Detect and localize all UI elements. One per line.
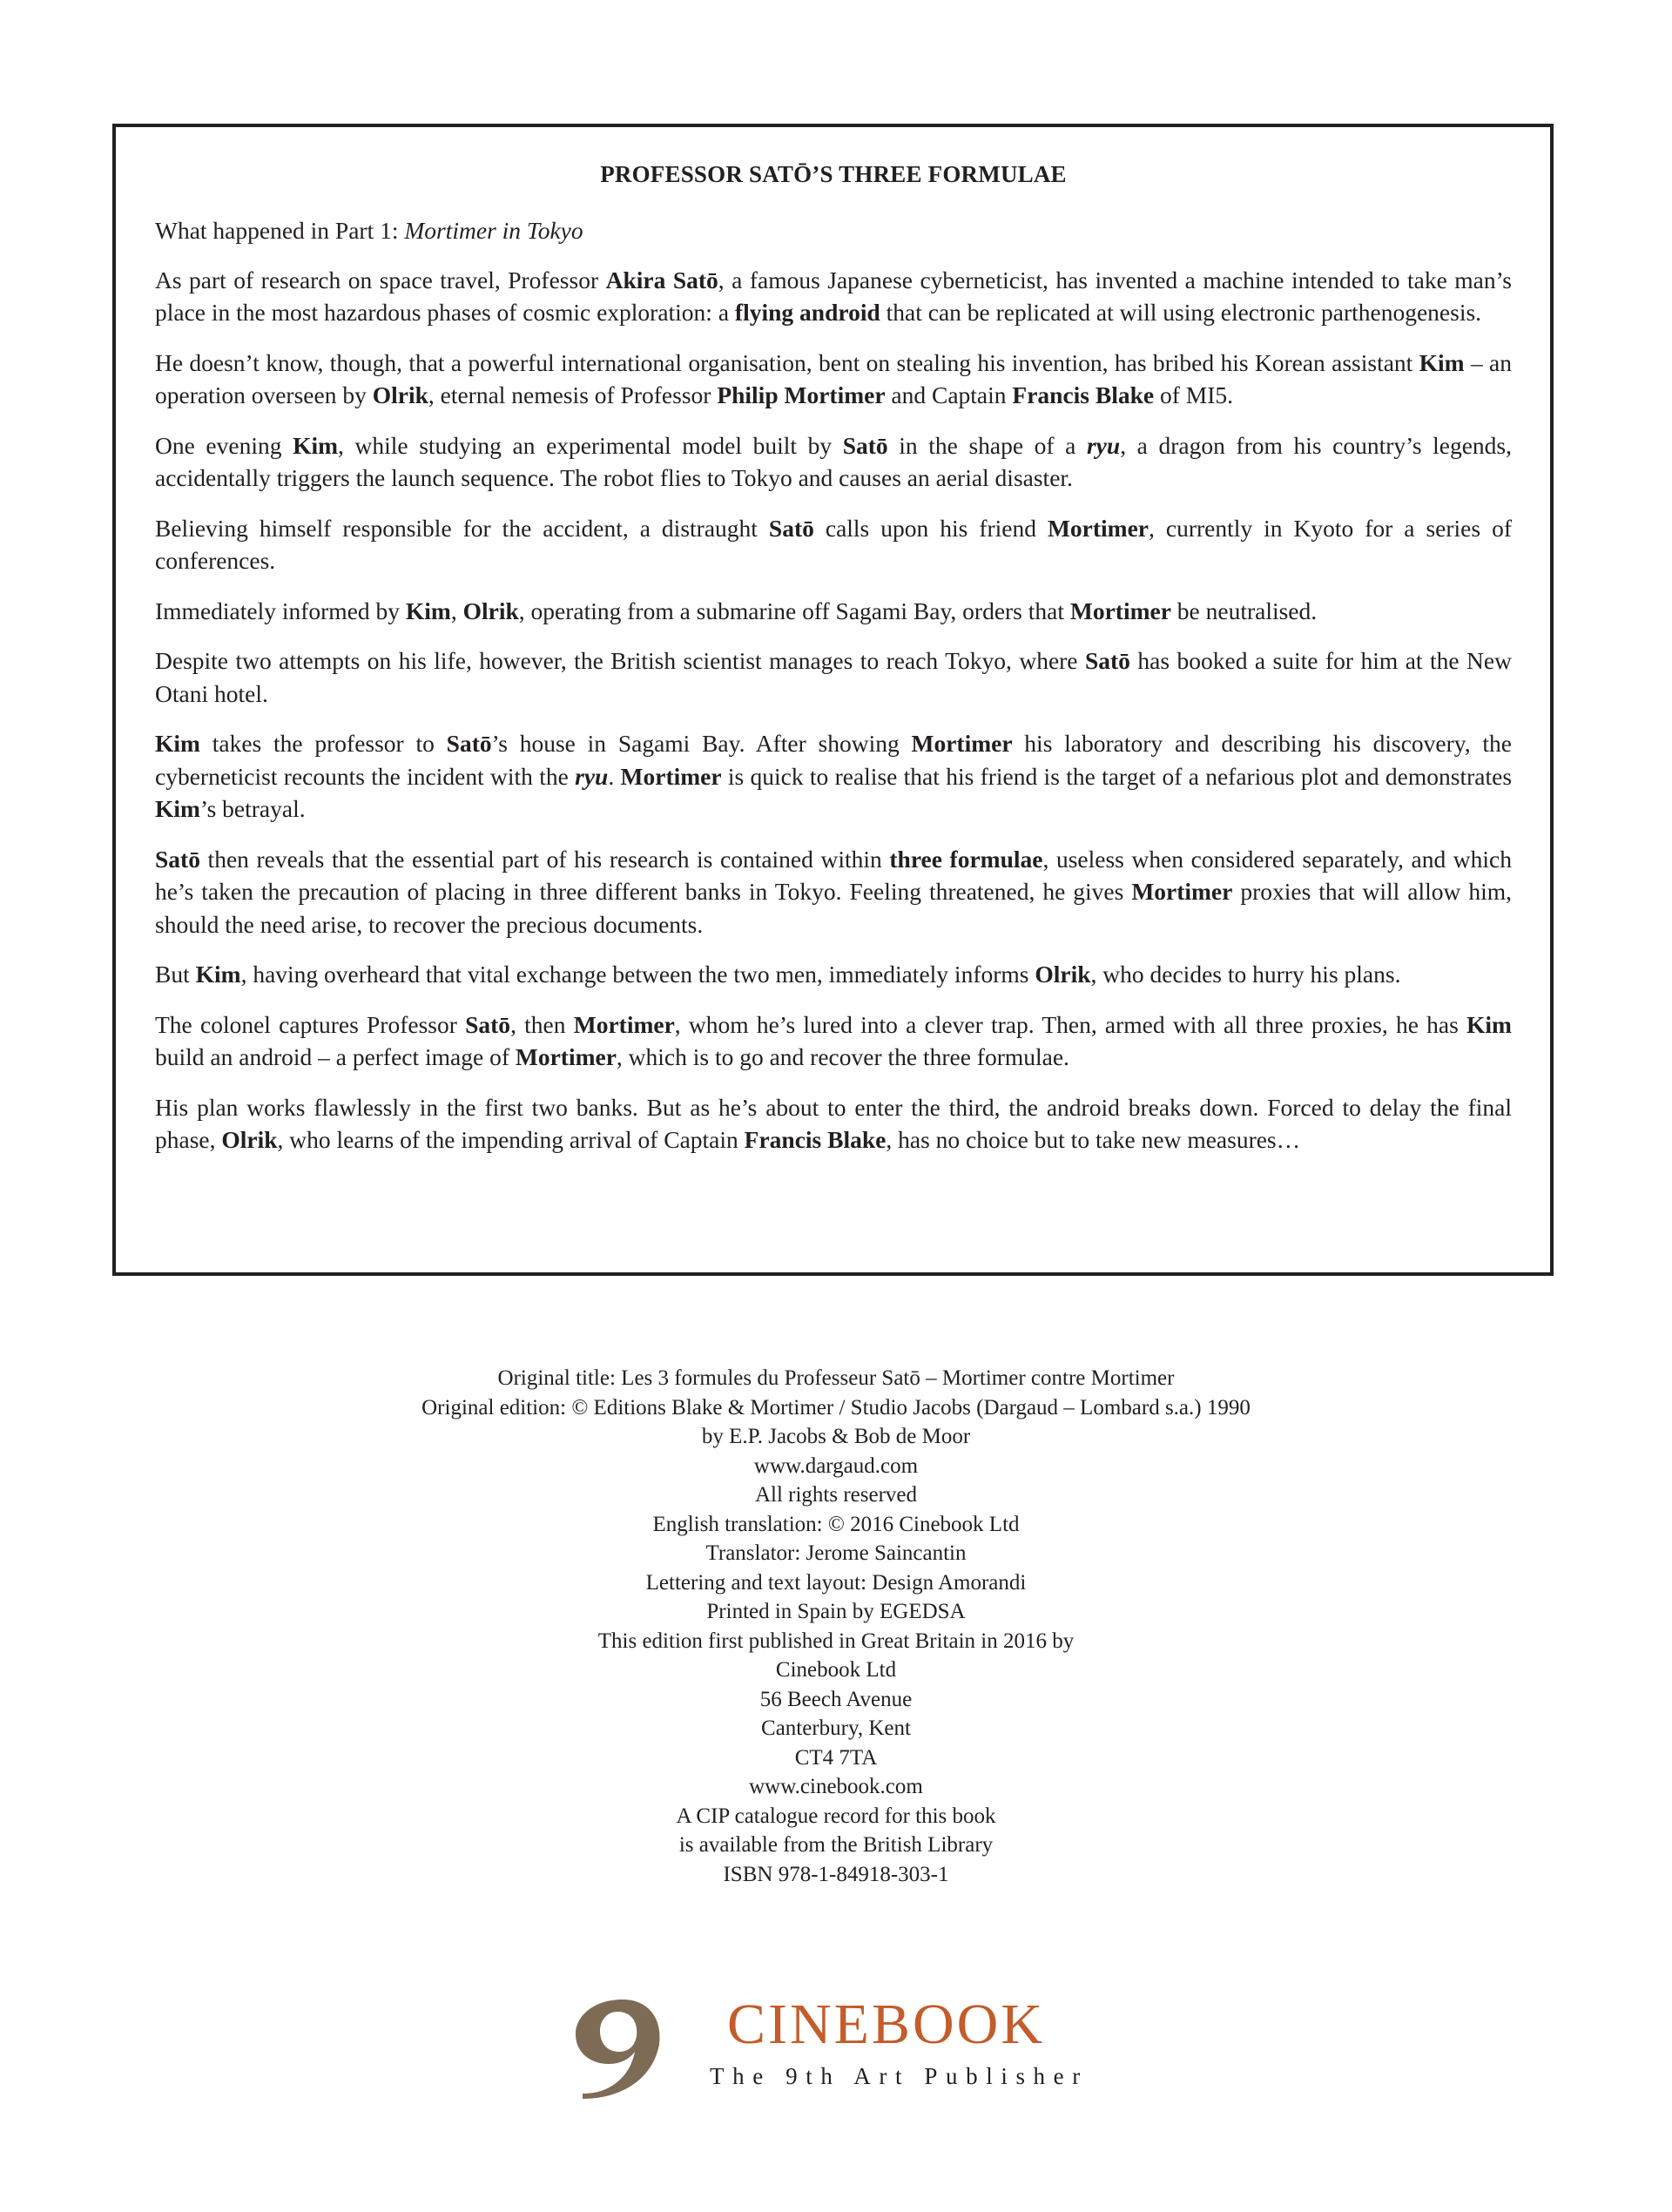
text-run: , then [510, 1010, 574, 1038]
text-run: The colonel captures Professor [155, 1010, 466, 1038]
bold-name: Mortimer [911, 730, 1013, 757]
bold-name: Kim [195, 961, 241, 988]
text-run: As part of research on space travel, Professor [155, 266, 606, 293]
credit-line: Printed in Spain by EGEDSA [706, 1600, 966, 1623]
bold-name: Mortimer [515, 1043, 617, 1070]
text-run: has booked a suite for him at the New Otani hotel. [155, 647, 1512, 707]
text-run: then reveals that the essential part of his research is contained within [199, 845, 890, 873]
bold-name: Francis Blake [744, 1126, 887, 1153]
text-run: , whom he’s lured into a clever trap. Then, armed with all three proxies, he has [674, 1010, 1467, 1038]
text-run: is quick to realise that his friend is the target of a nefarious plot and demonstrates [721, 762, 1513, 790]
intro-part-title: Mortimer in Tokyo [404, 217, 583, 244]
summary-paragraph [155, 1091, 1512, 1157]
bold-name: Kim [293, 431, 339, 459]
bold-name: Kim [155, 795, 200, 822]
credit-line: English translation: © 2016 Cinebook Ltd [652, 1512, 1020, 1536]
summary-intro [155, 214, 1512, 247]
summary-paragraph [155, 1008, 1512, 1074]
credit-line: is available from the British Library [678, 1833, 994, 1857]
bold-name: Olrik [1035, 961, 1091, 988]
summary-paragraph [155, 727, 1512, 826]
bold-name: Satō [1084, 647, 1130, 674]
credit-line: www.cinebook.com [749, 1775, 923, 1798]
intro-prefix: What happened in Part 1: [155, 217, 405, 244]
credit-line: Lettering and text layout: Design Amorandi [645, 1570, 1027, 1595]
text-run: and Captain [885, 381, 1013, 408]
bold-name: Satō [768, 514, 814, 542]
bold-name: Mortimer [1047, 514, 1149, 542]
text-run: His plan works flawlessly in the first two banks. But as he’s about to enter the third, the android breaks down. Forced to delay the final phase, [155, 1093, 1512, 1153]
credit-line: Cinebook Ltd [775, 1658, 897, 1682]
cinebook-logo [570, 1994, 1093, 2099]
summary-paragraph [155, 429, 1512, 495]
text-run: He doesn’t know, though, that a powerful international organisation, bent on stealing his invention, has bribed his Korean assistant [155, 348, 1419, 376]
bold-name: Kim [155, 730, 200, 757]
credits-block [0, 1364, 1672, 1889]
text-run: Believing himself responsible for the accident, a distraught [155, 514, 769, 542]
text-run: , currently in Kyoto for a series of conferences. [155, 514, 1512, 574]
text-run: be neutralised. [1170, 597, 1318, 624]
summary-box [112, 124, 1554, 1276]
summary-paragraph [155, 512, 1512, 577]
summary-paragraph [155, 264, 1512, 329]
credit-line: Original edition: © Editions Blake & Mortimer / Studio Jacobs (Dargaud – Lombard s.a.) 1990 [421, 1395, 1251, 1420]
logo-wordmark: CINEBOOK [727, 1993, 1045, 2056]
credit-line: All rights reserved [754, 1483, 918, 1507]
text-run: But [155, 961, 196, 988]
bold-name: three formulae [889, 845, 1043, 873]
text-run: ’s house in Sagami Bay. After showing [491, 730, 912, 757]
summary-title: PROFESSOR SATŌ’S THREE FORMULAE [600, 161, 1067, 187]
bold-name: Olrik [221, 1126, 278, 1153]
text-run: takes the professor to [199, 730, 447, 757]
text-run: – an operation overseen by [155, 348, 1512, 408]
credit-line: by E.P. Jacobs & Bob de Moor [701, 1425, 971, 1448]
credit-line: Original title: Les 3 formules du Professeur Satō – Mortimer contre Mortimer [497, 1366, 1175, 1390]
emphasis-term: ryu [1086, 431, 1121, 459]
text-run: Despite two attempts on his life, however, the British scientist manages to reach Tokyo, where [155, 647, 1085, 674]
credit-line: This edition first published in Great Britain in 2016 by [597, 1629, 1075, 1653]
credit-line: CT4 7TA [794, 1745, 878, 1770]
bold-name: Kim [1466, 1010, 1512, 1038]
text-run: Immediately informed by [155, 597, 406, 624]
text-run: One evening [155, 431, 293, 459]
summary-paragraph [155, 843, 1512, 941]
text-run: , a dragon from his country’s legends, accidentally triggers the launch sequence. The robot flies to Tokyo and causes an aerial disaster. [155, 431, 1513, 491]
text-run: his laboratory and describing his discovery, the cyberneticist recounts the incident with the [155, 730, 1512, 790]
text-run: that can be replicated at will using electronic parthenogenesis. [880, 299, 1482, 326]
text-run: , operating from a submarine off Sagami Bay, orders that [518, 597, 1070, 624]
bold-name: Satō [155, 845, 200, 873]
bold-name: Satō [842, 431, 888, 459]
bold-name: Olrik [372, 381, 428, 408]
bold-name: flying android [734, 299, 880, 326]
bold-italic-run [1087, 432, 1120, 459]
text-run: , who decides to hurry his plans. [1090, 961, 1401, 988]
text-run: , [450, 597, 463, 624]
text-run: in the shape of a [887, 431, 1087, 459]
text-run: of MI5. [1154, 381, 1234, 408]
mark-superscript: 9th [668, 1998, 702, 2027]
credit-line: A CIP catalogue record for this book [676, 1804, 996, 1828]
text-run: , having overheard that vital exchange between the two men, immediately informs [240, 961, 1035, 988]
nine-glyph [576, 2000, 660, 2099]
bold-name: Mortimer [1069, 597, 1171, 624]
text-run: , eternal nemesis of Professor [428, 381, 718, 408]
text-run: , which is to go and recover the three formulae. [616, 1043, 1069, 1070]
text-run: , useless when considered separately, and which he’s taken the precaution of placing in three different banks in Tokyo. Feeling threatened, he gives [155, 845, 1513, 905]
text-run: , a famous Japanese cyberneticist, has invented a machine intended to take man’s place in the most hazardous phases of cosmic exploration: a [155, 266, 1512, 326]
summary-paragraph [155, 347, 1512, 412]
text-run: proxies that will allow him, should the need arise, to recover the precious documents. [155, 878, 1512, 938]
text-run: build an android – a perfect image of [155, 1043, 516, 1070]
bold-name: Mortimer [573, 1010, 675, 1038]
bold-name: Mortimer [1131, 878, 1233, 905]
summary-paragraphs [155, 264, 1512, 1157]
credit-line: 56 Beech Avenue [759, 1687, 913, 1711]
bold-name: Kim [405, 597, 451, 624]
bold-name: Mortimer [620, 762, 722, 790]
credit-line: Canterbury, Kent [761, 1716, 911, 1740]
text-run: calls upon his friend [813, 514, 1048, 542]
summary-paragraph [155, 595, 1512, 628]
bold-name: Olrik [462, 597, 519, 624]
bold-name: Kim [1419, 348, 1465, 376]
summary-paragraph [155, 644, 1512, 710]
credit-line: ISBN 978-1-84918-303-1 [723, 1862, 949, 1886]
text-run: ’s betrayal. [199, 795, 306, 822]
text-run: , has no choice but to take new measures… [886, 1126, 1301, 1153]
text-run: , while studying an experimental model built by [338, 431, 843, 459]
bold-name: Satō [446, 730, 492, 757]
bold-name: Satō [465, 1010, 511, 1038]
bold-italic-run [575, 763, 608, 790]
credit-line: Translator: Jerome Saincantin [705, 1541, 967, 1565]
logo-tagline: The 9th Art Publisher [710, 2063, 1089, 2089]
bold-name: Francis Blake [1012, 381, 1155, 408]
credit-line: www.dargaud.com [753, 1453, 919, 1478]
text-run: . [608, 762, 621, 790]
bold-name: Philip Mortimer [717, 381, 886, 408]
summary-paragraph [155, 958, 1512, 991]
bold-name: Akira Satō [605, 266, 718, 293]
emphasis-term: ryu [575, 762, 609, 790]
text-run: , who learns of the impending arrival of Captain [277, 1126, 745, 1153]
